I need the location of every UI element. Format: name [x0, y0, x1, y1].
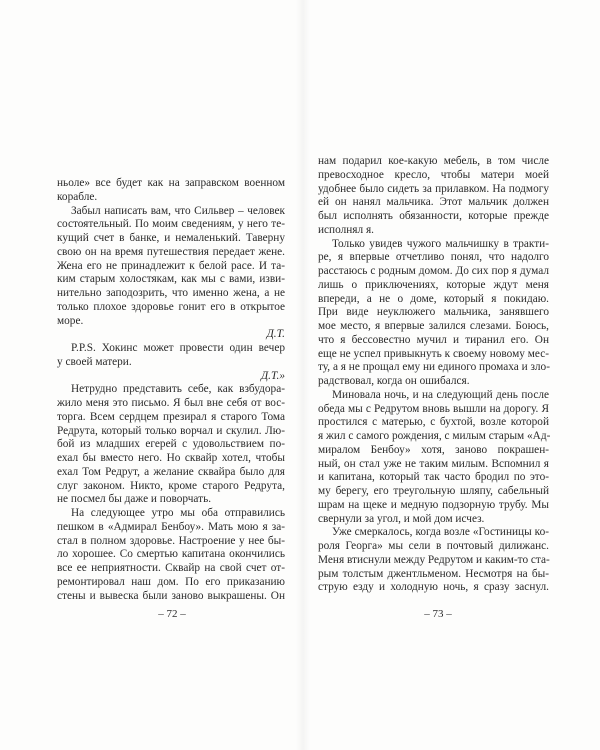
text-line: струю езду и холодную ночь, я сразу заснул.: [318, 581, 549, 594]
text-line: шрам на щеке и медную подзорную трубу. Мы: [318, 498, 549, 511]
text-line: ный, он стал уже не таким милым. Вспомнил я: [318, 457, 549, 470]
text-line: ехал бы вместо него. Но сквайр хотел, чтобы: [57, 452, 285, 464]
text-line: свернули за угол, и мой дом исчез.: [318, 512, 485, 525]
text-line: роля Георга» мы сели в почтовый дилижанс.: [318, 540, 549, 552]
text-line: расстаюсь с родным домом. До сих пор я думал: [318, 265, 549, 277]
text-line: впереди, а не о доме, который я покидаю.: [318, 292, 549, 305]
text-line: му берегу, его треугольную шляпу, сабельный: [318, 485, 549, 497]
right-page-text: [318, 155, 549, 595]
text-line: рым толстым джентльменом. Несмотря на бы-: [318, 567, 549, 580]
text-line: корабле.: [57, 190, 98, 203]
text-line: Редрута, который только ворчал и скулил. Лю-: [57, 424, 285, 437]
text-line: ехал Том Редрут, а желание сквайра было для: [57, 465, 285, 478]
text-line: море.: [57, 314, 84, 327]
text-line: простился с матерью, с бухтой, возле которой: [318, 416, 549, 429]
text-line: у своей матери.: [57, 355, 132, 368]
text-line: стены и вывеска были заново выкрашены. Он: [57, 589, 285, 602]
text-line: ло хорошее. Со смертью капитана окончились: [57, 548, 285, 561]
text-line: P.P.S. Хокинс может провести один вечер: [71, 342, 285, 354]
text-line: не посмел бы даже и поворчать.: [57, 493, 212, 506]
text-line: мое место, я впервые залился слезами. Боюсь,: [318, 320, 549, 332]
text-line: все ее неприятности. Сквайр на свой счет от-: [57, 562, 285, 574]
text-line: нам подарил кое-какую мебель, в том числе: [318, 155, 549, 167]
text-line: был исполнять обязанности, которые прежде: [318, 210, 549, 222]
text-line: превосходное кресло, чтобы матери моей: [318, 168, 549, 181]
text-line: стал в полном здоровье. Настроение у нее бы-: [57, 534, 285, 547]
left-page-text: [57, 177, 285, 603]
text-line: я жил с самого рождения, с милым старым «Ад-: [318, 430, 551, 442]
text-line: Меня втиснули между Редрутом и каким-то ста-: [318, 553, 550, 566]
text-line: радствовал, когда он ошибался.: [318, 375, 470, 387]
text-line: торга. Всем сердцем презирал я старого Тома: [57, 410, 285, 423]
text-line: ремонтировал наш дом. По его приказанию: [57, 575, 285, 588]
text-line: удобнее было сидеть за прилавком. На подмогу: [318, 182, 549, 195]
text-line: кущий счет в банке, и немаленький. Таверну: [57, 232, 285, 244]
text-line: ре, я впервые отчетливо понял, что надолго: [318, 251, 549, 264]
book-gutter: [296, 0, 310, 750]
page-number-right: – 73 –: [424, 608, 452, 620]
text-line: состоятельный. По моим сведениям, у него те-: [57, 218, 285, 231]
text-line: Забыл написать вам, что Сильвер – человек: [71, 204, 285, 217]
text-line: ньоле» все будет как на заправском военном: [57, 177, 285, 189]
text-line: слуг законом. Никто, кроме старого Редрута,: [57, 479, 285, 492]
text-line: ким старым холостякам, как мы с вами, изви-: [57, 273, 285, 286]
text-line: Только увидев чужого мальчишку в тракти-: [332, 237, 549, 250]
text-line: бой из младших егерей с удовольствием по-: [57, 438, 285, 451]
text-line: Уже смеркалось, когда возле «Гостиницы ко-: [332, 526, 549, 539]
text-line: пешком в «Адмирал Бенбоу». Мать мою я за-: [57, 520, 285, 533]
text-line: еще не успел привыкнуть к своему новому мес-: [318, 347, 549, 360]
text-line: только плохое здоровье гонит его в открытое: [57, 300, 285, 313]
text-line: Нетрудно представить себе, как взбудора-: [71, 383, 285, 396]
text-line: жило меня это письмо. Я был вне себя от вос-: [57, 397, 285, 409]
text-line: миралом Бенбоу» хотя, заново покрашен-: [318, 443, 549, 456]
text-line: свою он на время путешествия передает жене.: [57, 245, 285, 258]
text-line: обеда мы с Редрутом вновь вышли на дорогу. Я: [318, 402, 549, 415]
text-line: Миновала ночь, и на следующий день после: [332, 388, 549, 401]
page-number-left: – 72 –: [158, 608, 186, 620]
text-line: Жена его не принадлежит к белой расе. И та-: [57, 259, 285, 272]
text-line: нительно заподозрить, что именно жена, а не: [57, 287, 285, 299]
text-line: и капитана, который так часто бродил по это-: [318, 471, 549, 484]
text-line: При виде неуклюжего мальчика, занявшего: [318, 306, 549, 319]
text-line: исполнял я.: [318, 223, 374, 236]
text-line: ту, а я не прощал ему ни единого промаха и зло-: [318, 361, 550, 374]
text-line: лишь о приключениях, которые ждут меня: [318, 278, 549, 291]
text-line: что я бессовестно мучил и тиранил его. Он: [318, 333, 549, 346]
text-line: ей он нанял мальчика. Этот мальчик должен: [318, 196, 549, 209]
signature-line: Д.Т.: [266, 328, 285, 341]
text-line: На следующее утро мы оба отправились: [71, 507, 285, 519]
signature-line: Д.Т.»: [260, 369, 285, 382]
